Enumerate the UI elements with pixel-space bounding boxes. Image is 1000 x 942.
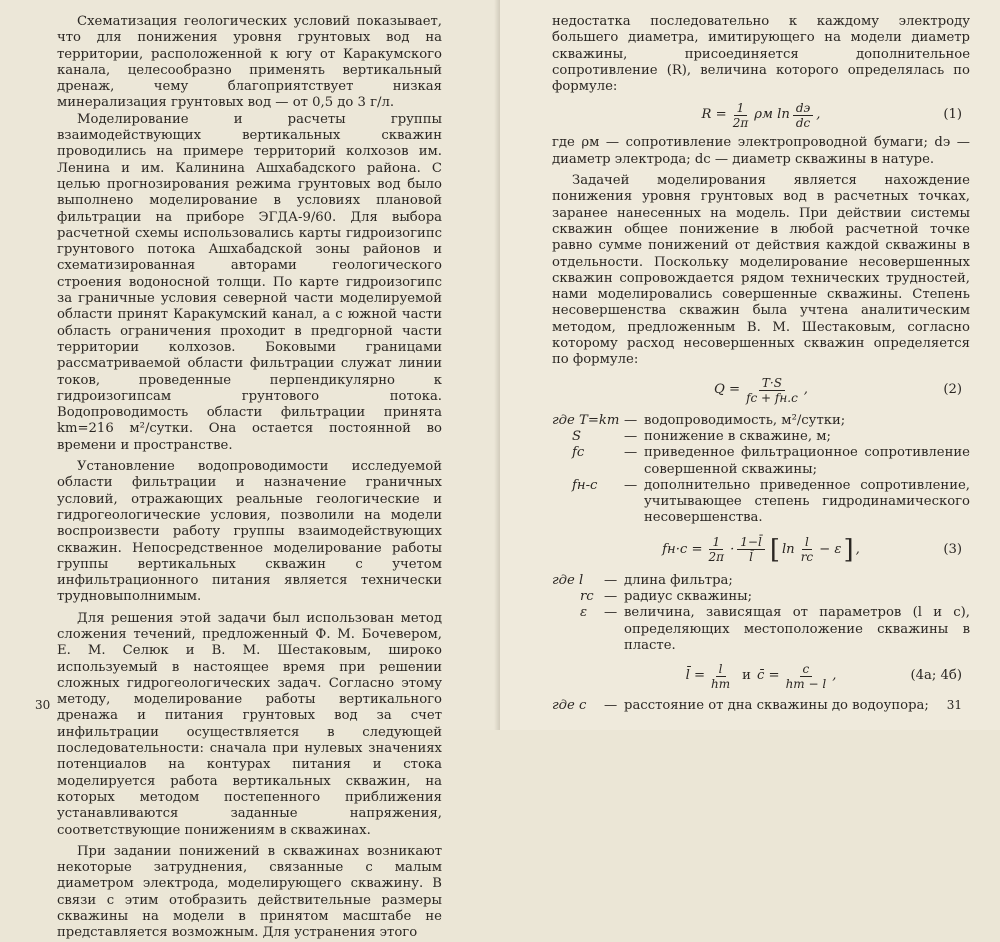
definition-list xyxy=(552,413,970,527)
right-text-column xyxy=(552,14,970,715)
eq-term: ln xyxy=(781,541,795,557)
frac-num: dэ xyxy=(793,101,813,116)
equation-2 xyxy=(552,369,970,413)
def-symbol: ε xyxy=(580,605,588,621)
eq-lhs: Q = xyxy=(714,382,741,398)
fraction xyxy=(737,535,765,564)
equation-3 xyxy=(552,527,970,573)
definition-item: fс — приведенное фильтрационное сопротивление совершенной скважины; xyxy=(552,445,970,478)
page-number-right: 31 xyxy=(946,698,962,712)
definition-item: ε — величина, зависящая от параметров (l и c), определяющих местоположение скважины в пласте. xyxy=(552,605,970,654)
fraction xyxy=(708,662,733,691)
paragraph: Схематизация геологических условий показывает, что для понижения уровня грунтовых вод на территории, расположенной к югу от Каракумского канала, целесообразно применять вертикальный дренаж, чему благоприятствует низкая минерализация грунтовых вод — от 0,5 до 3 г/л. xyxy=(57,14,442,111)
def-symbol: S xyxy=(572,428,582,444)
paragraph: недостатка последовательно к каждому электроду большего диаметра, имитирующего на модели диаметр скважины, присоединяется дополнительное сопротивление (R), величина которого определялась по формуле: xyxy=(552,14,970,95)
eq-tail: , xyxy=(855,541,860,557)
equation-number: (4а; 4б) xyxy=(910,668,962,684)
paragraph: При задании понижений в скважинах возникают некоторые затруднения, связанные с малым диаметром электрода, моделирующего скважину. В связи с этим отобразить действительные размеры скважины на модели в принятом масштабе не представляется возможным. Для устранения этого xyxy=(57,843,442,941)
frac-den: fс + fн.с xyxy=(746,391,798,406)
eq-term: − ε xyxy=(819,541,842,557)
def-symbol: где c xyxy=(552,698,587,714)
right-bracket: ] xyxy=(843,534,854,565)
eq-lhs: c̄ = xyxy=(756,668,780,684)
frac-num: l xyxy=(802,535,812,550)
def-text: радиус скважины; xyxy=(624,589,753,605)
def-text: водопроводимость, м²/сутки; xyxy=(644,412,846,428)
frac-num: 1−l̄ xyxy=(737,535,765,550)
paragraph: Для решения этой задачи был использован метод сложения течений, предложенный Ф. М. Бочевером, Е. М. Селюк и В. М. Шестаковым, широко используемый в настоящее время при решении сложных гидрогеологических задач. Согласно этому методу, моделирование работы вертикального дренажа и питания грунтовых вод за счет инфильтрации осуществляется в следующей последовательности: сначала при нулевых значениях потенциалов на контурах питания и стока моделируется работа вертикальных скважин, на которых методом постепенного приближения устанавливаются заданные напряжения, соответствующие понижениям в скважинах. xyxy=(57,610,442,838)
frac-den: dс xyxy=(795,115,811,130)
eq-operator: · xyxy=(730,541,735,557)
definition-item: fн-с — дополнительно приведенное сопротивление, учитывающее степень гидродинамического несовершенства. xyxy=(552,478,970,527)
paragraph: Установление водопроводимости исследуемой области фильтрации и назначение граничных условий, отражающих реальные геологические и гидрогеологические условия, позволили на модели воспроизвести работу группы взаимодействующих скважин. Непосредственное моделирование работы группы вертикальных скважин с учетом инфильтрационного питания является технически трудновыполнимым. xyxy=(57,459,442,605)
eq-lhs: fн·с = xyxy=(662,541,703,557)
def-text: дополнительно приведенное сопротивление, учитывающее степень гидродинамического несовершенства. xyxy=(644,477,970,526)
frac-num: 1 xyxy=(709,535,723,550)
equation-number: (1) xyxy=(943,107,962,123)
equation-1 xyxy=(552,95,970,135)
eq-tail: , xyxy=(832,668,837,684)
paragraph: Задачей моделирования является нахождение понижения уровня грунтовых вод в расчетных точках, заранее нанесенных на модель. При действии системы скважин общее понижение в любой расчетной точке равно сумме понижений от действия каждой скважины в отдельности. Поскольку моделирование несовершенных скважин сопровождается рядом технических трудностей, нами моделировались совершенные скважины. Степень несовершенства скважин была учтена аналитическим методом, предложенным В. М. Шестаковым, согласно которому расход несовершенных скважин определяется по формуле: xyxy=(552,173,970,368)
eq-tail: , xyxy=(803,382,808,398)
page-number-left: 30 xyxy=(35,698,51,712)
fraction xyxy=(730,101,752,130)
def-text: понижение в скважине, м; xyxy=(644,428,831,444)
fraction xyxy=(793,101,813,130)
def-symbol: rс xyxy=(580,589,594,605)
frac-num: c xyxy=(800,662,813,677)
equation-4 xyxy=(552,654,970,698)
fraction xyxy=(706,535,728,564)
def-symbol: где T=km xyxy=(552,412,620,428)
definition-item: S — понижение в скважине, м; xyxy=(552,429,970,445)
fraction xyxy=(743,376,801,405)
def-text: расстояние от дна скважины до водоупора; xyxy=(624,698,929,714)
paragraph: Моделирование и расчеты группы взаимодействующих вертикальных скважин проводились на примере территорий колхозов им. Ленина и им. Калинина Ашхабадского района. С целью прогнозирования режима грунтовых вод было выполнено моделирование в условиях плановой фильтрации на приборе ЭГДА-9/60. Для выбора расчетной схемы использовались карты гидроизогипс грунтового потока Ашхабадской зоны районов и схематизированная авторами геологического строения водоносной толщи. По карте гидроизогипс за граничные условия северной части моделируемой области принят Каракумский канал, а с южной части область ограничения проходит в предгорной части территории колхозов. Боковыми границами рассматриваемой области фильтрации служат линии токов, проведенные перпендикулярно к гидроизогипсам грунтового потока. Водопроводимость области фильтрации принята km=216 м²/сутки. Она остается постоянной во времени и пространстве. xyxy=(57,111,442,453)
equation-number: (3) xyxy=(943,541,962,557)
definition-item: где c — расстояние от дна скважины до водоупора; xyxy=(552,698,970,714)
eq-term: ρм ln xyxy=(754,107,790,123)
definition-item: где T=km — водопроводимость, м²/сутки; xyxy=(552,413,970,429)
def-symbol: где l xyxy=(552,572,584,588)
frac-num: T·S xyxy=(759,376,785,391)
eq-lhs: l̄ = xyxy=(685,668,706,684)
equation-number: (2) xyxy=(943,382,962,398)
eq-conjunction: и xyxy=(742,668,751,684)
right-page xyxy=(500,0,1000,730)
left-bracket: [ xyxy=(769,534,780,565)
frac-den: 2π xyxy=(708,550,725,565)
left-page xyxy=(0,0,500,941)
eq-lhs: R = xyxy=(701,107,727,123)
eq-tail: , xyxy=(816,107,821,123)
frac-den: hm − l xyxy=(785,676,827,691)
paragraph: где ρм — сопротивление электропроводной бумаги; dэ — диаметр электрода; dс — диаметр скважины в натуре. xyxy=(552,135,970,167)
def-symbol: fн-с xyxy=(572,477,598,493)
frac-num: 1 xyxy=(734,101,748,116)
fraction xyxy=(798,535,816,564)
frac-den: l̄ xyxy=(749,550,753,565)
frac-den: 2π xyxy=(732,115,749,130)
definition-list xyxy=(552,573,970,654)
def-text: величина, зависящая от параметров (l и c), определяющих местоположение скважины в пласте. xyxy=(624,605,970,653)
definition-item: где l — длина фильтра; xyxy=(552,573,970,589)
frac-den: hm xyxy=(711,676,731,691)
frac-num: l xyxy=(716,662,726,677)
def-symbol: fс xyxy=(572,445,585,461)
fraction xyxy=(783,662,830,691)
def-text: приведенное фильтрационное сопротивление совершенной скважины; xyxy=(644,445,970,477)
def-text: длина фильтра; xyxy=(624,572,733,588)
definition-item: rс — радиус скважины; xyxy=(552,589,970,605)
frac-den: rс xyxy=(800,550,814,565)
left-text-column xyxy=(57,14,442,942)
